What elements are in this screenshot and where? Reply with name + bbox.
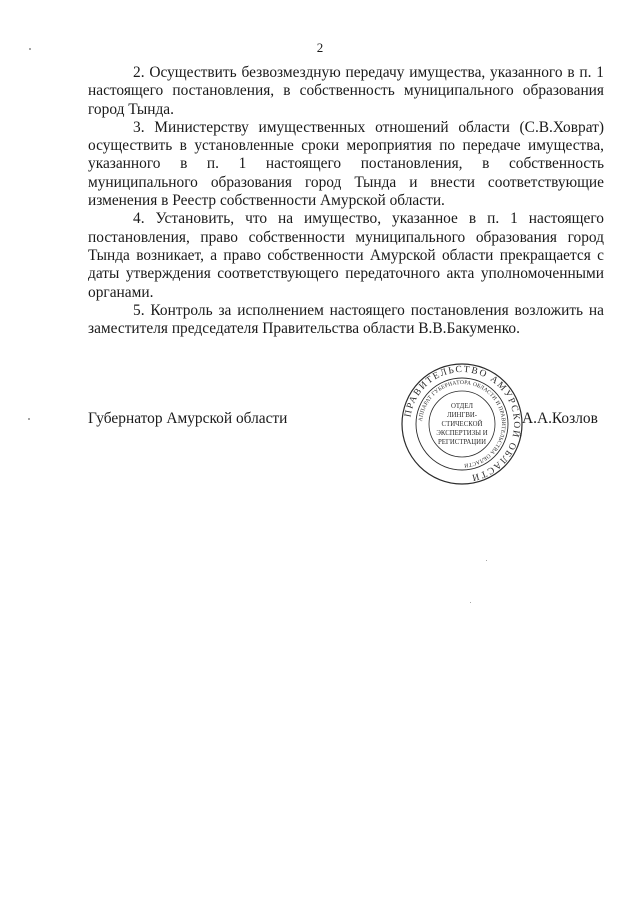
paragraph-2: 2. Осуществить безвозмездную передачу имущества, указанного в п. 1 настоящего постановления, в собственность муниципального образования город Тында. [88, 64, 604, 118]
scan-speck [486, 560, 487, 561]
official-stamp [400, 362, 524, 486]
scan-speck [470, 602, 471, 603]
paragraph-5: 5. Контроль за исполнением настоящего постановления возложить на заместителя председателя Правительства области В.В.Бакуменко. [88, 301, 604, 338]
stamp-center-line-4: ЭКСПЕРТИЗЫ И [436, 430, 488, 437]
stamp-center-line-3: СТИЧЕСКОЙ [441, 421, 483, 428]
stamp-center-line-5: РЕГИСТРАЦИИ [438, 439, 486, 446]
scan-speck [29, 48, 31, 50]
document-body [88, 64, 604, 338]
signature-title: Губернатор Амурской области [88, 410, 288, 427]
stamp-center-line-1: ОТДЕЛ [451, 403, 473, 410]
signature-name: А.А.Козлов [522, 410, 598, 427]
page-number: 2 [316, 40, 324, 55]
stamp-outer-text: ПРАВИТЕЛЬСТВО АМУРСКОЙ ОБЛАСТИ [403, 364, 522, 483]
paragraph-4: 4. Установить, что на имущество, указанное в п. 1 настоящего постановления, право собственности муниципального образования город Тында возникает, а право собственности Амурской области прекращается с даты утверждения соответствующего передаточного акта уполномоченными органами. [88, 210, 604, 301]
paragraph-3: 3. Министерству имущественных отношений области (С.В.Ховрат) осуществить в установленные сроки мероприятия по передаче имущества, указанного в п. 1 настоящего постановления, в собственность муниципального образования город Тында и внести соответствующие изменения в Реестр собственности Амурской области. [88, 118, 604, 210]
stamp-inner-text: АППАРАТ ГУБЕРНАТОРА ОБЛАСТИ И ПРАВИТЕЛЬСТВА ОБЛАСТИ [418, 379, 507, 468]
scan-speck [28, 418, 30, 420]
stamp-center-line-2: ЛИНГВИ- [446, 412, 478, 419]
